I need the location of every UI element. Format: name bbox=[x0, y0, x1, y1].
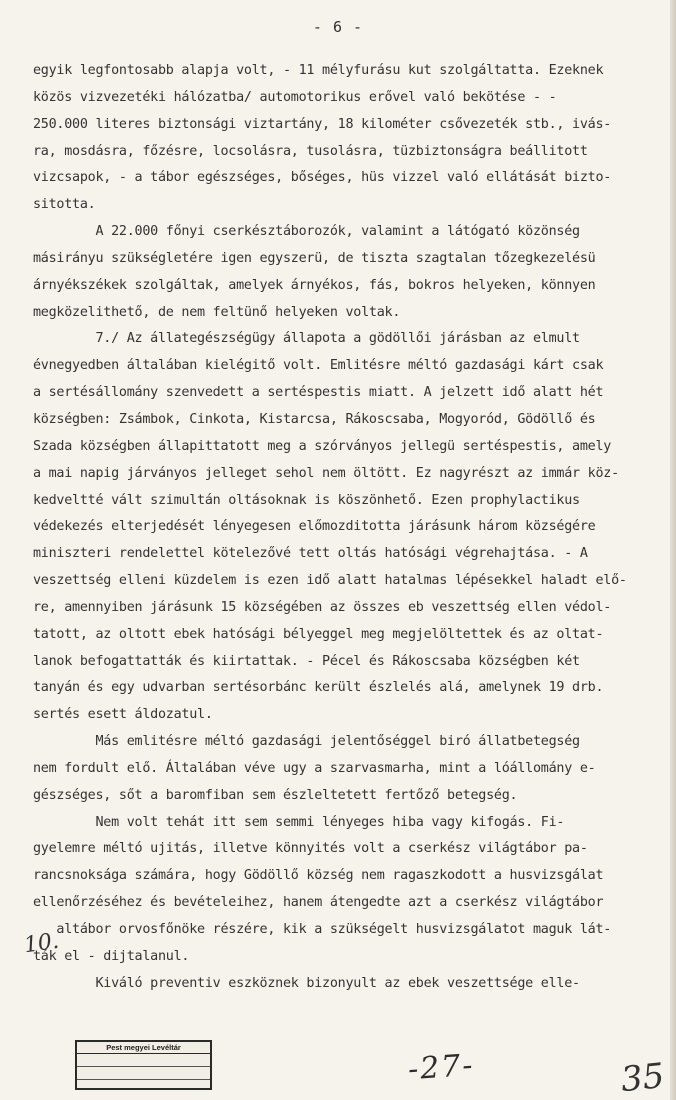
text-line: tatott, az oltott ebek hatósági bélyeggel meg megjelöltettek és az oltat- bbox=[33, 626, 604, 642]
handwritten-margin-note: 10. bbox=[22, 928, 61, 959]
text-line: gészséges, sőt a baromfiban sem észleltetett fertőző betegség. bbox=[33, 787, 518, 803]
text-line: kedveltté vált szimultán oltásoknak is köszönhető. Ezen prophylactikus bbox=[33, 492, 580, 508]
text-line: a mai napig járványos jelleget sehol nem öltött. Ez nagyrészt az immár köz- bbox=[33, 465, 619, 481]
text-line: miniszteri rendelettel kötelezővé tett oltás hatósági végrehajtása. - A bbox=[33, 546, 588, 562]
text-line: 7./ Az állategészségügy állapota a gödöllői járásban az elmult bbox=[33, 331, 580, 347]
text-line: gyelemre méltó ujitás, illetve könnyités volt a cserkész világtábor pa- bbox=[33, 841, 588, 857]
text-line: évnegyedben általában kielégitő volt. Emlitésre méltó gazdasági kárt csak bbox=[33, 358, 604, 374]
page-edge bbox=[670, 0, 676, 1100]
text-line: Nem volt tehát itt sem semmi lényeges hiba vagy kifogás. Fi- bbox=[33, 814, 565, 830]
text-line: re, amennyiben járásunk 15 községében az összes eb veszettség ellen védol- bbox=[33, 599, 612, 615]
text-line: sertés esett áldozatul. bbox=[33, 707, 213, 723]
handwritten-archive-number: -27- bbox=[406, 1047, 476, 1088]
text-line: veszettség elleni küzdelem is ezen idő alatt hatalmas lépésekkel haladt elő- bbox=[33, 573, 627, 589]
text-line: községben: Zsámbok, Cinkota, Kistarcsa, Rákoscsaba, Mogyoród, Gödöllő és bbox=[33, 411, 596, 427]
text-line: lanok befogattatták és kiirtattak. - Pécel és Rákoscsaba községben két bbox=[33, 653, 580, 669]
text-line: ellenőrzéséhez és bevételeihez, hanem átengedte azt a cserkész világtábor bbox=[33, 895, 604, 911]
text-line: tanyán és egy udvarban sertésorbánc került észlelés alá, amelynek 19 drb. bbox=[33, 680, 604, 696]
text-line: egyik legfontosabb alapja volt, - 11 mélyfurásu kut szolgáltatta. Ezeknek bbox=[33, 63, 604, 78]
text-line: ra, mosdásra, főzésre, locsolásra, tusolásra, tüzbiztonságra beállitott bbox=[33, 143, 588, 159]
text-line: Más emlitésre méltó gazdasági jelentőséggel biró állatbetegség bbox=[33, 734, 580, 750]
text-line: megközelithető, de nem feltünő helyeken voltak. bbox=[33, 304, 401, 320]
text-line: rancsnoksága számára, hogy Gödöllő község nem ragaszkodott a husvizsgálat bbox=[33, 868, 604, 884]
page-number: - 6 - bbox=[312, 18, 364, 36]
text-line: közös vizvezetéki hálózatba/ automotorikus erővel való bekötése - - bbox=[33, 89, 557, 105]
stamp-title: Pest megyei Levéltár bbox=[77, 1042, 210, 1054]
archive-stamp bbox=[75, 1040, 212, 1090]
text-line: védekezés elterjedését lényegesen előmozditotta járásunk három községére bbox=[33, 519, 596, 535]
text-line: árnyékszékek szolgáltak, amelyek árnyékos, fás, bokros helyeken, könnyen bbox=[33, 277, 596, 293]
text-line: a sertésállomány szenvedett a sertéspestis miatt. A jelzett idő alatt hét bbox=[33, 385, 604, 401]
stamp-row bbox=[77, 1080, 210, 1092]
stamp-row bbox=[77, 1054, 210, 1067]
text-line: ták el - dijtalanul. bbox=[33, 948, 190, 964]
text-line: vizcsapok, - a tábor egészséges, bőséges, hüs vizzel való ellátását bizto- bbox=[33, 170, 612, 186]
handwritten-folio-number: 35 bbox=[619, 1055, 667, 1100]
stamp-row bbox=[77, 1067, 210, 1080]
text-line: Kiváló preventiv eszköznek bizonyult az ebek veszettsége elle- bbox=[33, 975, 580, 991]
text-line: 250.000 literes biztonsági viztartány, 18 kilométer csővezeték stb., ivás- bbox=[33, 116, 612, 132]
text-line: Szada községben állapittatott meg a szórványos jellegü sertéspestis, amely bbox=[33, 438, 612, 454]
body-text bbox=[33, 58, 653, 998]
text-line: nem fordult elő. Általában véve ugy a szarvasmarha, mint a lóállomány e- bbox=[33, 760, 596, 776]
text-line: altábor orvosfőnöke részére, kik a szükségelt husvizsgálatot maguk lát- bbox=[33, 922, 612, 937]
text-line: másirányu szükségletére igen egyszerü, de tiszta szagtalan tőzegkezelésü bbox=[33, 250, 596, 266]
text-line: sitotta. bbox=[33, 197, 96, 213]
text-line: A 22.000 főnyi cserkésztáborozók, valamint a látógató közönség bbox=[33, 224, 580, 240]
